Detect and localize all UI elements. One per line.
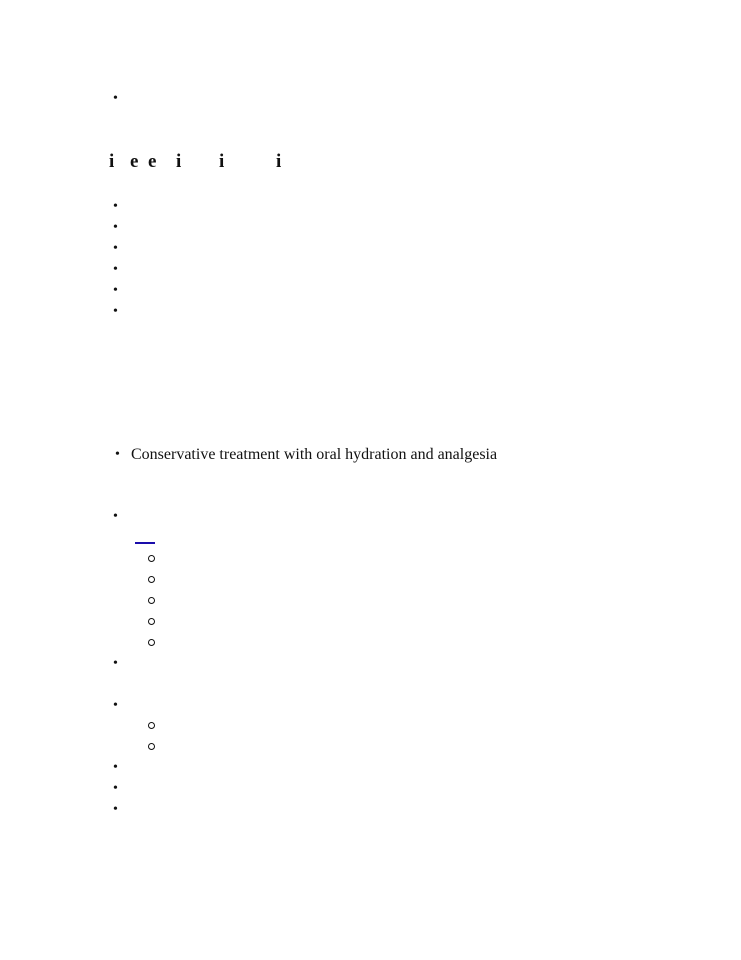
- heading-letter: i: [219, 151, 225, 172]
- bullet-icon: •: [115, 447, 120, 462]
- circle-bullet-icon: [148, 639, 155, 646]
- bullet-icon: •: [113, 509, 118, 524]
- bullet-icon: •: [113, 91, 118, 106]
- heading-letter: e: [148, 151, 157, 172]
- bullet-icon: •: [113, 304, 118, 319]
- heading-letter: e: [130, 151, 139, 172]
- empty-link[interactable]: [135, 542, 155, 544]
- circle-bullet-icon: [148, 597, 155, 604]
- bullet-icon: •: [113, 262, 118, 277]
- bullet-icon: •: [113, 656, 118, 671]
- circle-bullet-icon: [148, 555, 155, 562]
- heading-letter: i: [276, 151, 282, 172]
- treatment-text: Conservative treatment with oral hydration and analgesia: [131, 446, 498, 463]
- bullet-icon: •: [113, 802, 118, 817]
- heading-letter: i: [176, 151, 182, 172]
- circle-bullet-icon: [148, 743, 155, 750]
- bullet-icon: •: [113, 781, 118, 796]
- circle-bullet-icon: [148, 576, 155, 583]
- bullet-icon: •: [113, 220, 118, 235]
- bullet-icon: •: [113, 199, 118, 214]
- circle-bullet-icon: [148, 722, 155, 729]
- bullet-icon: •: [113, 241, 118, 256]
- circle-bullet-icon: [148, 618, 155, 625]
- bullet-icon: •: [113, 283, 118, 298]
- heading-letter: i: [109, 151, 115, 172]
- bullet-icon: •: [113, 760, 118, 775]
- bullet-icon: •: [113, 698, 118, 713]
